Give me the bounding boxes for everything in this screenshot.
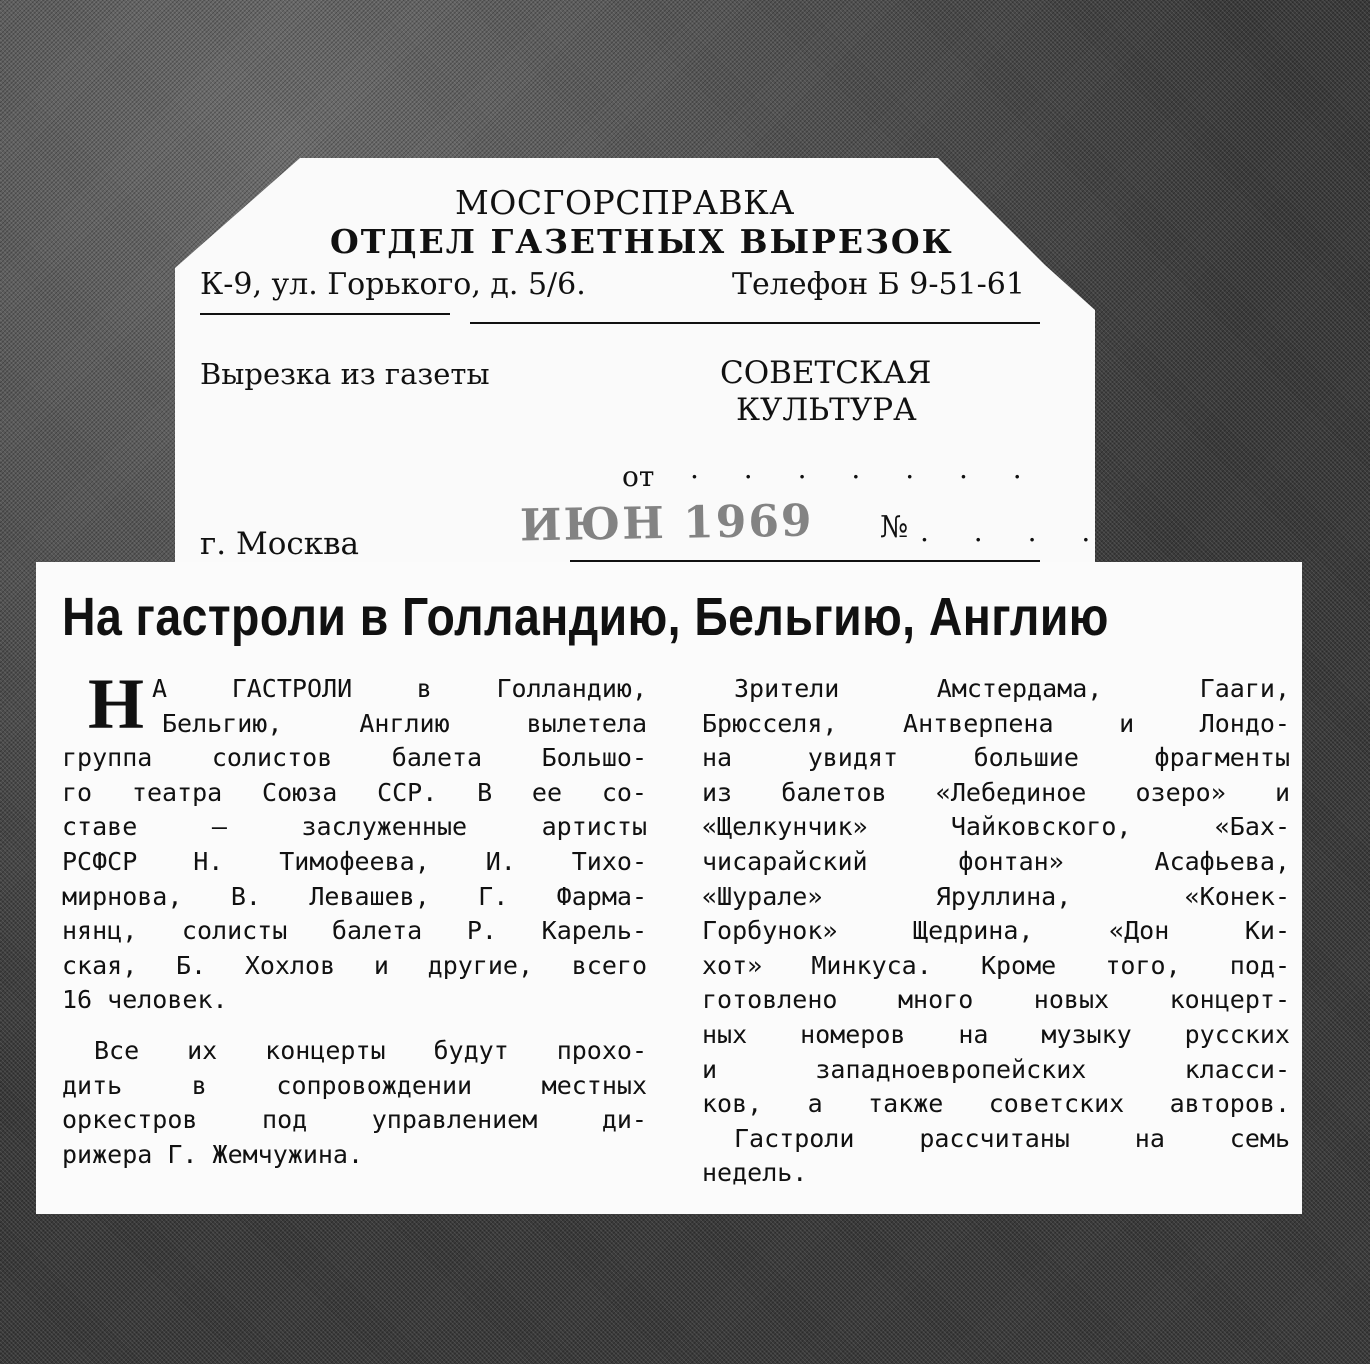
header-rule-right xyxy=(470,322,1040,324)
text-line: ных номеров на музыку русских xyxy=(702,1019,1290,1049)
article-title: На гастроли в Голландию, Бельгию, Англию xyxy=(62,587,1109,647)
text-line: Горбунок» Щедрина, «Дон Ки- xyxy=(702,916,1290,946)
newspaper-name-line2: КУЛЬТУРА xyxy=(736,392,917,428)
text-line: группа солистов балета Большо- xyxy=(62,743,647,773)
text-line: чисарайский фонтан» Асафьева, xyxy=(702,846,1290,876)
newspaper-name-line1: СОВЕТСКАЯ xyxy=(720,355,932,391)
clipping-label: Вырезка из газеты xyxy=(200,357,490,391)
text-line: мирнова, В. Левашев, Г. Фарма- xyxy=(62,881,647,911)
phone: Телефон Б 9-51-61 xyxy=(732,267,1025,302)
text-line: «Щелкунчик» Чайковского, «Бах- xyxy=(702,812,1290,842)
text-line: А ГАСТРОЛИ в Голландию, xyxy=(152,674,647,703)
text-line: Зрители Амстердама, Гааги, xyxy=(734,674,1290,703)
number-label: № xyxy=(880,510,909,545)
article-column-right xyxy=(702,672,1290,1191)
text-line: Все их концерты будут прохо- xyxy=(94,1035,647,1065)
text-line: 16 человек. xyxy=(62,985,228,1015)
text-line: го театра Союза ССР. В ее со- xyxy=(62,777,647,807)
text-line: готовлено много новых концерт- xyxy=(702,985,1290,1015)
text-line: ская, Б. Хохлов и другие, всего xyxy=(62,950,647,980)
text-line: хот» Минкуса. Кроме того, под- xyxy=(702,950,1290,980)
date-dots: . . . . . . . xyxy=(690,452,1040,485)
drop-cap: Н xyxy=(88,664,145,744)
text-line: оркестров под управлением ди- xyxy=(62,1105,647,1135)
from-label: от xyxy=(622,460,655,493)
header-rule-left xyxy=(200,313,450,315)
text-line: Брюсселя, Антверпена и Лондо- xyxy=(702,708,1290,738)
text-line: недель. xyxy=(702,1158,808,1188)
address: К-9, ул. Горького, д. 5/6. xyxy=(200,267,586,302)
text-line: ставе — заслуженные артисты xyxy=(62,812,647,842)
text-line: Бельгию, Англию вылетела xyxy=(162,708,647,738)
text-line: Гастроли рассчитаны на семь xyxy=(734,1123,1290,1153)
text-line: дить в сопровождении местных xyxy=(62,1070,647,1100)
date-stamp: ИЮН 1969 xyxy=(519,495,814,552)
text-line: нянц, солисты балета Р. Карель- xyxy=(62,916,647,946)
number-dots: . . . . xyxy=(920,515,1109,548)
paragraph-gap xyxy=(62,1018,647,1034)
date-rule xyxy=(570,560,1040,562)
text-line: ков, а также советских авторов. xyxy=(702,1089,1290,1119)
text-line: и западноевропейских класси- xyxy=(702,1054,1290,1084)
text-line: «Шурале» Яруллина, «Конек- xyxy=(702,881,1290,911)
text-line: из балетов «Лебединое озеро» и xyxy=(702,777,1290,807)
text-line: на увидят большие фрагменты xyxy=(702,743,1290,773)
dept-name: ОТДЕЛ ГАЗЕТНЫХ ВЫРЕЗОК xyxy=(330,222,954,261)
text-line: рижера Г. Жемчужина. xyxy=(62,1139,364,1169)
text-line: РСФСР Н. Тимофеева, И. Тихо- xyxy=(62,846,647,876)
article-column-left xyxy=(62,672,647,1172)
org-name: МОСГОРСПРАВКА xyxy=(455,183,795,222)
city: г. Москва xyxy=(200,526,360,562)
